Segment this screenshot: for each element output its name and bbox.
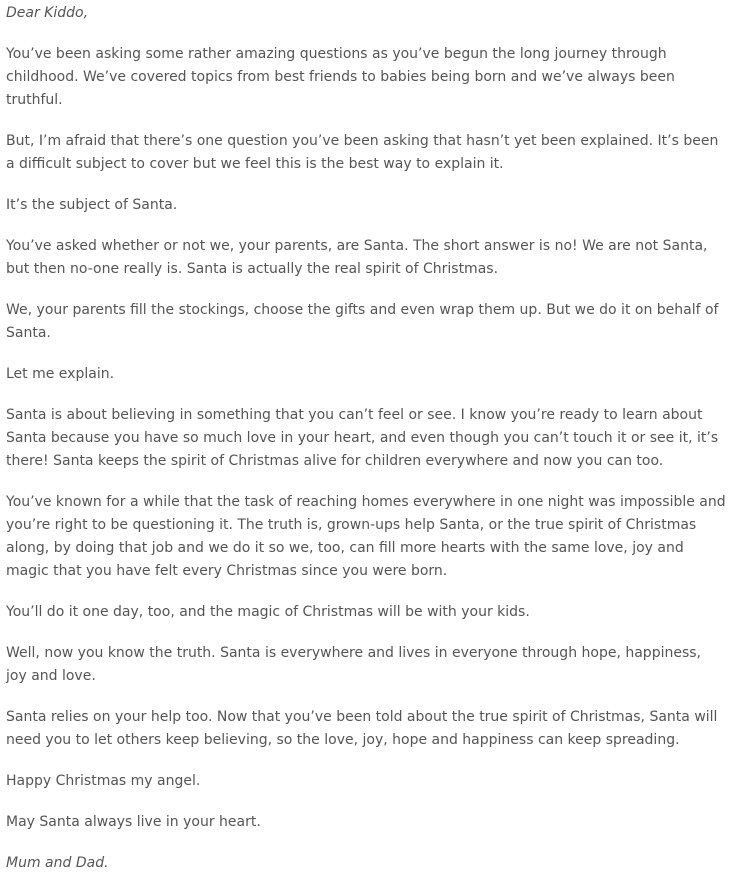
letter-paragraph-7: Santa is about believing in something that you can’t feel or see. I know you’re ready to learn about Santa because you have so much love in your heart, and even though you can’t touch it or see it, it’s there! Santa keeps the spirit of Christmas alive for children everywhere and now you can too. [6, 407, 719, 469]
letter-greeting: Dear Kiddo, [6, 5, 89, 21]
letter-paragraph-4: You’ve asked whether or not we, your parents, are Santa. The short answer is no! We are not Santa, but then no-one really is. Santa is actually the real spirit of Christmas. [6, 238, 708, 277]
letter-paragraph-12: Happy Christmas my angel. [6, 773, 201, 789]
letter-paragraph-1: You’ve been asking some rather amazing questions as you’ve begun the long journey through childhood. We’ve covered topics from best friends to babies being born and we’ve always been truthful. [6, 46, 675, 108]
letter-paragraph-5: We, your parents fill the stockings, choose the gifts and even wrap them up. But we do it on behalf of Santa. [6, 302, 719, 341]
letter-paragraph-8: You’ve known for a while that the task of reaching homes everywhere in one night was impossible and you’re right to be questioning it. The truth is, grown-ups help Santa, or the true spirit of Christmas along, by doing that job and we do it so we, too, can fill more hearts with the same love, joy and magic that you have felt every Christmas since you were born. [6, 494, 726, 579]
letter-paragraph-3: It’s the subject of Santa. [6, 197, 178, 213]
letter-paragraph-2: But, I’m afraid that there’s one question you’ve been asking that hasn’t yet been explained. It’s been a difficult subject to cover but we feel this is the best way to explain it. [6, 133, 719, 172]
letter-paragraph-9: You’ll do it one day, too, and the magic of Christmas will be with your kids. [6, 604, 530, 620]
letter-paragraph-11: Santa relies on your help too. Now that you’ve been told about the true spirit of Christmas, Santa will need you to let others keep believing, so the love, joy, hope and happiness can keep spreading. [6, 709, 718, 748]
letter-paragraph-13: May Santa always live in your heart. [6, 814, 261, 830]
letter-paragraph-10: Well, now you know the truth. Santa is everywhere and lives in everyone through hope, happiness, joy and love. [6, 645, 701, 684]
letter-paragraph-6: Let me explain. [6, 366, 115, 382]
letter-signature: Mum and Dad. [6, 855, 109, 871]
